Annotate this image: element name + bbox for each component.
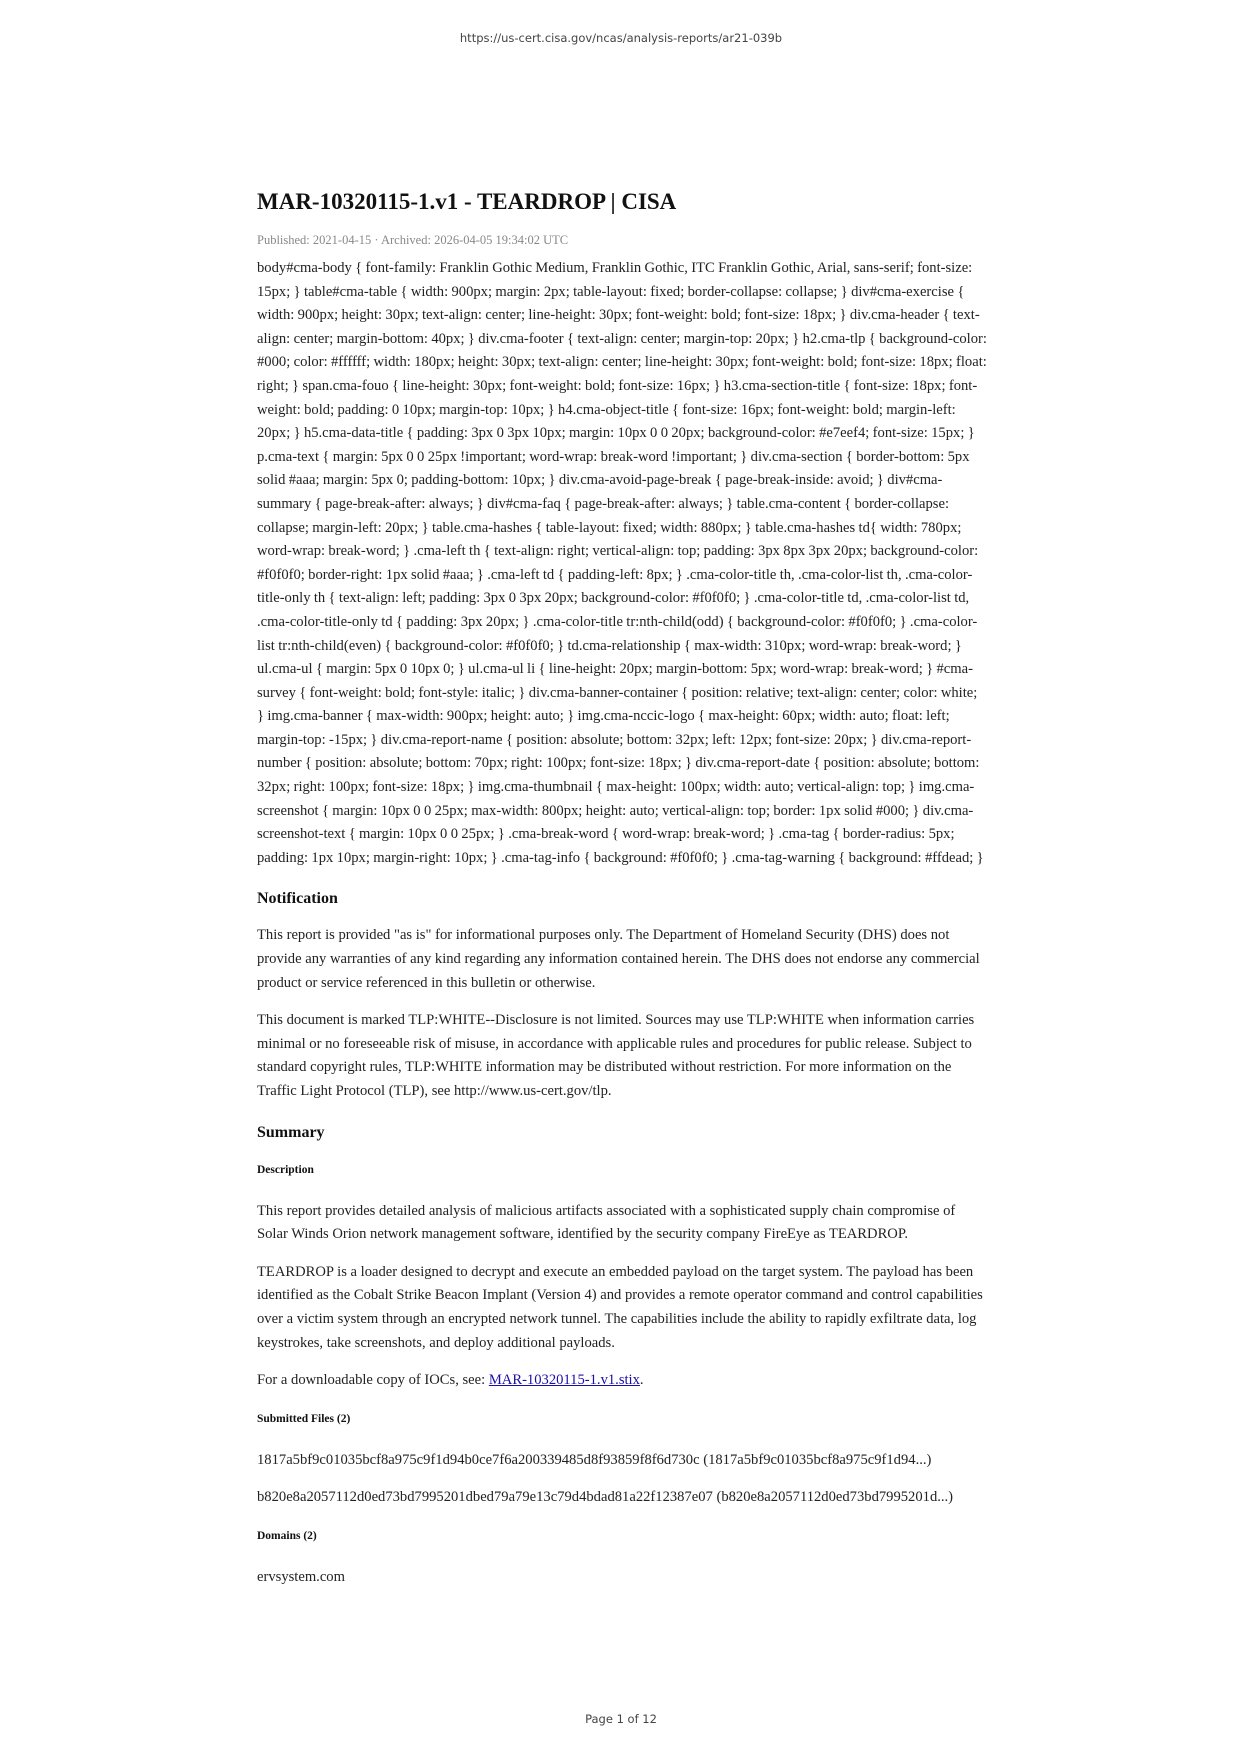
ioc-suffix: . xyxy=(639,1372,644,1389)
tlp-paragraph: This document is marked TLP:WHITE--Disclosure is not limited. Sources may use TLP:WHITE when information carries minimal or no foreseeable risk of misuse, in accordance with applicable rules and procedures for public release. Subject to standard copyright rules, TLP:WHITE information may be distributed without restriction. For more information on the Traffic Light Protocol (TLP), see http://www.us-cert.gov/tlp. xyxy=(257,1012,975,1099)
file-hash-item: b820e8a2057112d0ed73bd7995201dbed79a79e13c79d4bdad81a22f12387e07 (b820e8a2057112d0ed73bd7995201d...) xyxy=(257,1489,954,1506)
teardrop-paragraph: TEARDROP is a loader designed to decrypt and execute an embedded payload on the target system. The payload has been identified as the Cobalt Strike Beacon Implant (Version 4) and provides a remote operator command and control capabilities over a victim system through an encrypted network tunnel. The capabilities include the ability to rapidly exfiltrate data, log keystrokes, take screenshots, and deploy additional payloads. xyxy=(257,1263,983,1351)
embedded-css-text: body#cma-body { font-family: Franklin Gothic Medium, Franklin Gothic, ITC Franklin Gothic, Arial, sans-serif; font-size: 15px; } table#cma-table { width: 900px; margin: 2px; table-layout: fixed; border-collapse: collapse; } div#cma-exercise { width: 900px; height: 30px; text-align: center; line-height: 30px; font-weight: bold; font-size: 18px; } div.cma-header { text-align: center; margin-bottom: 40px; } div.cma-footer { text-align: center; margin-top: 20px; } h2.cma-tlp { background-color: #000; color: #ffffff; width: 180px; height: 30px; text-align: center; line-height: 30px; font-weight: bold; font-size: 18px; float: right; } span.cma-fouo { line-height: 30px; font-weight: bold; font-size: 16px; } h3.cma-section-title { font-size: 18px; font-weight: bold; padding: 0 10px; margin-top: 10px; } h4.cma-object-title { font-size: 16px; font-weight: bold; margin-left: 20px; } h5.cma-data-title { padding: 3px 0 3px 10px; margin: 10px 0 0 20px; background-color: #e7eef4; font-size: 15px; } p.cma-text { margin: 5px 0 0 25px !important; word-wrap: break-word !important; } div.cma-section { border-bottom: 5px solid #aaa; margin: 5px 0; padding-bottom: 10px; } div.cma-avoid-page-break { page-break-inside: avoid; } div#cma-summary { page-break-after: always; } div#cma-faq { page-break-after: always; } table.cma-content { border-collapse: collapse; margin-left: 20px; } table.cma-hashes { table-layout: fixed; width: 880px; } table.cma-hashes td{ width: 780px; word-wrap: break-word; } .cma-left th { text-align: right; vertical-align: top; padding: 3px 8px 3px 20px; background-color: #f0f0f0; border-right: 1px solid #aaa; } .cma-left td { padding-left: 8px; } .cma-color-title th, .cma-color-list th, .cma-color-title-only th { text-align: left; padding: 3px 0 3px 20px; background-color: #f0f0f0; } .cma-color-title td, .cma-color-list td, .cma-color-title-only td { padding: 3px 20px; } .cma-color-title tr:nth-child(odd) { background-color: #f0f0f0; } .cma-color-list tr:nth-child(even) { background-color: #f0f0f0; } td.cma-relationship { max-width: 310px; word-wrap: break-word; } ul.cma-ul { margin: 5px 0 10px 0; } ul.cma-ul li { line-height: 20px; margin-bottom: 5px; word-wrap: break-word; } #cma-survey { font-weight: bold; font-style: italic; } div.cma-banner-container { position: relative; text-align: center; color: white; } img.cma-banner { max-width: 900px; height: auto; } img.cma-nccic-logo { max-height: 60px; width: auto; float: left; margin-top: -15px; } div.cma-report-name { position: absolute; bottom: 32px; left: 12px; font-size: 20px; } div.cma-report-number { position: absolute; bottom: 70px; right: 100px; font-size: 18px; } div.cma-report-date { position: absolute; bottom: 32px; right: 100px; font-size: 18px; } img.cma-thumbnail { max-height: 100px; width: auto; vertical-align: top; } img.cma-screenshot { margin: 10px 0 0 25px; max-width: 800px; height: auto; vertical-align: top; border: 1px solid #000; } div.cma-screenshot-text { margin: 10px 0 0 25px; } .cma-break-word { word-wrap: break-word; } .cma-tag { border-radius: 5px; padding: 1px 10px; margin-right: 10px; } .cma-tag-info { background: #f0f0f0; } .cma-tag-warning { background: #ffdead; } xyxy=(257,260,987,866)
ioc-prefix: For a downloadable copy of IOCs, see: xyxy=(257,1372,489,1389)
file-hash-item: 1817a5bf9c01035bcf8a975c9f1d94b0ce7f6a200339485d8f93859f8f6d730c (1817a5bf9c01035bcf8a975c9f1d94...) xyxy=(257,1451,932,1468)
notification-heading: Notification xyxy=(257,890,338,908)
page-title: MAR-10320115-1.v1 - TEARDROP | CISA xyxy=(257,189,677,214)
description-heading: Description xyxy=(257,1163,314,1176)
page-number: Page 1 of 12 xyxy=(585,1712,657,1726)
page-url-header: https://us-cert.cisa.gov/ncas/analysis-reports/ar21-039b xyxy=(459,31,783,45)
domains-heading: Domains (2) xyxy=(257,1529,317,1542)
notification-paragraph: This report is provided "as is" for informational purposes only. The Department of Homeland Security (DHS) does not provide any warranties of any kind regarding any information contained herein. The DHS does not endorse any commercial product or service referenced in this bulletin or otherwise. xyxy=(257,927,980,991)
summary-heading: Summary xyxy=(257,1123,325,1141)
ioc-paragraph xyxy=(257,1369,987,1393)
document-content xyxy=(257,187,987,1590)
domain-item: ervsystem.com xyxy=(257,1568,345,1585)
description-paragraph: This report provides detailed analysis of malicious artifacts associated with a sophisticated supply chain compromise of Solar Winds Orion network management software, identified by the security company FireEye as TEARDROP. xyxy=(257,1202,956,1243)
publish-meta: Published: 2021-04-15 · Archived: 2026-04-05 19:34:02 UTC xyxy=(257,233,569,247)
submitted-files-heading: Submitted Files (2) xyxy=(257,1412,351,1425)
stix-download-link[interactable]: MAR-10320115-1.v1.stix xyxy=(488,1372,640,1389)
